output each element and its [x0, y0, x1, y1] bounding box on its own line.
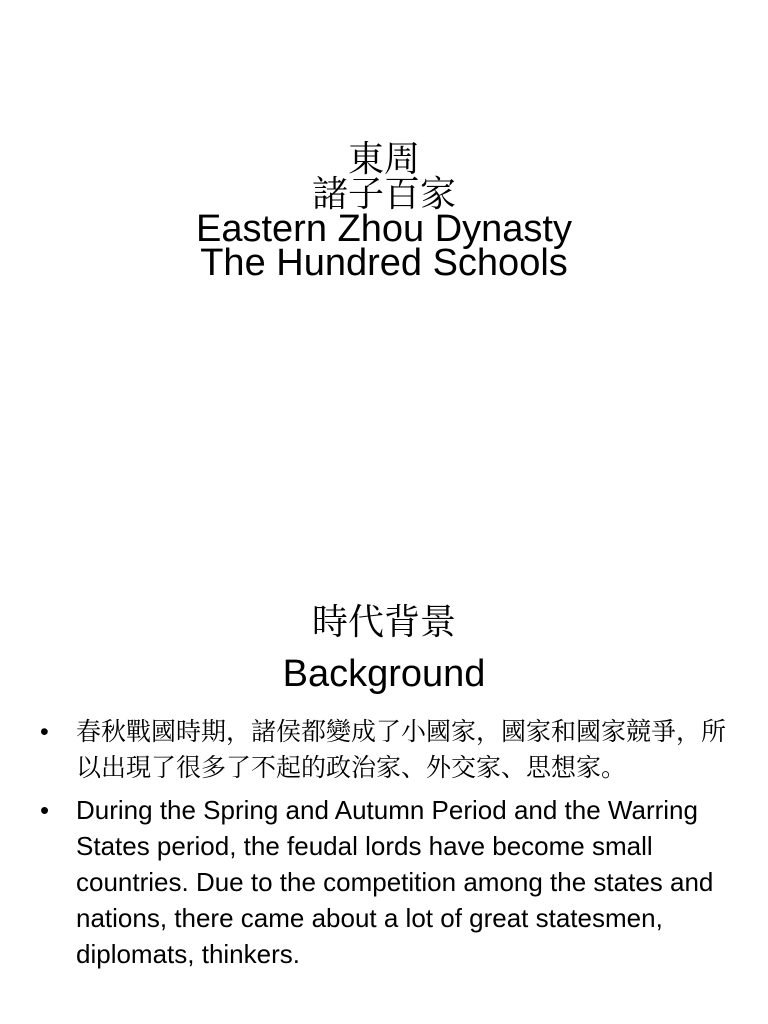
background-bullet-list	[40, 714, 730, 978]
bullet-text-chinese: 春秋戰國時期，諸侯都變成了小國家，國家和國家競爭，所以出現了很多了不起的政治家、外交家、思想家。	[76, 717, 727, 782]
title-chinese-dynasty: 東周	[347, 139, 420, 180]
title-english-schools: The Hundred Schools	[200, 242, 568, 284]
bullet-item-english	[40, 792, 730, 972]
slide-title-background	[0, 598, 768, 700]
slide-title-eastern-zhou	[0, 139, 768, 284]
bullet-item-chinese	[40, 714, 730, 786]
bullet-text-english: During the Spring and Autumn Period and the Warring States period, the feudal lords have become small countries. Due to the competition among the states and nations, there came about a lot of great statesmen, diplomats, thinkers.	[76, 795, 714, 969]
title-chinese-background: 時代背景	[311, 602, 456, 643]
title-english-dynasty: Eastern Zhou Dynasty	[196, 208, 572, 250]
title-english-background: Background	[282, 653, 486, 695]
bullet-dot-icon: •	[40, 718, 49, 746]
bullet-dot-icon: •	[40, 795, 50, 825]
title-chinese-schools: 諸子百家	[311, 174, 456, 215]
